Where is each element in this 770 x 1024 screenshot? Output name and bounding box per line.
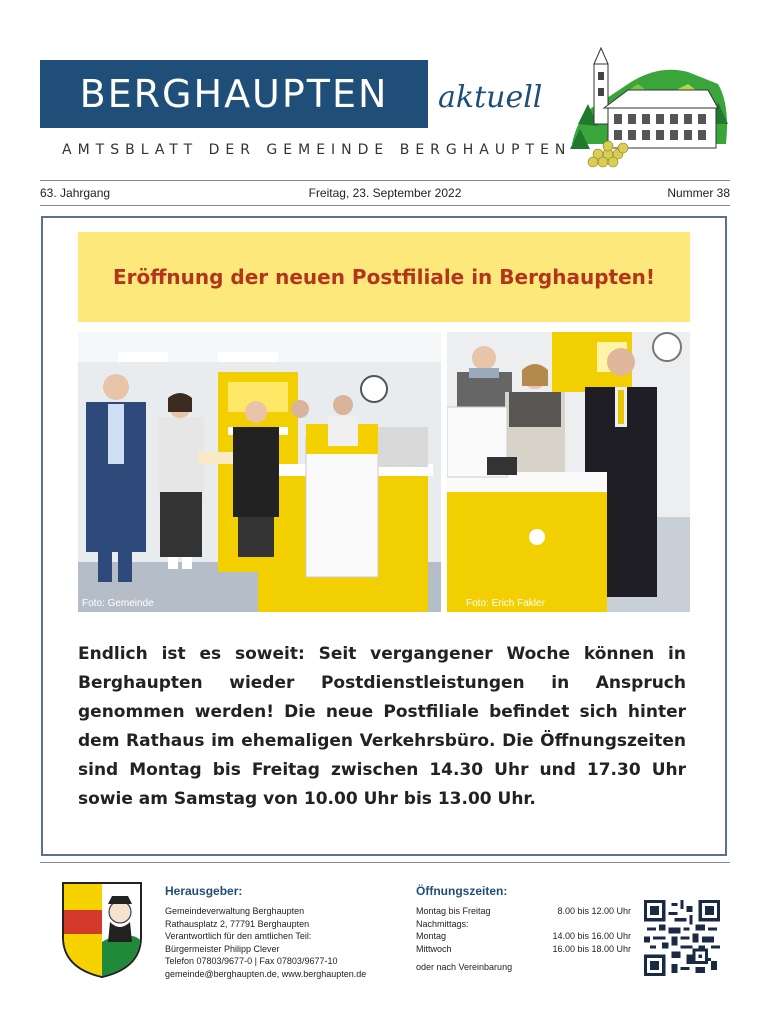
publisher-phone: Telefon 07803/9677-0 | Fax 07803/9677-10	[165, 956, 338, 966]
publisher-heading: Herausgeber:	[165, 884, 243, 898]
issue-date: Freitag, 23. September 2022	[308, 186, 462, 200]
publisher-line: Rathausplatz 2, 77791 Berghaupten	[165, 918, 310, 929]
hours-day: Montag	[416, 931, 447, 941]
headline-box	[78, 232, 690, 322]
hours-day: Mittwoch	[416, 943, 452, 954]
issue-number: Nummer 38	[667, 186, 730, 200]
opening-hours-block	[416, 883, 631, 955]
masthead-subtitle: AMTSBLATT DER GEMEINDE BERGHAUPTEN	[62, 142, 572, 158]
qr-code-icon[interactable]	[644, 900, 720, 976]
masthead-title: BERGHAUPTEN	[40, 60, 428, 128]
photo-post-office-counter	[447, 332, 690, 612]
publisher-line: Gemeindeverwaltung Berghaupten	[165, 906, 305, 916]
hours-day: Nachmittags:	[416, 918, 469, 929]
photo-credit-left: Foto: Gemeinde	[82, 598, 154, 609]
photo-credit-right: Foto: Erich Fakler	[466, 598, 545, 609]
issue-volume: 63. Jahrgang	[40, 186, 111, 200]
masthead-aktuell: aktuell	[438, 80, 543, 115]
hours-row	[416, 943, 631, 956]
article-body: Endlich ist es soweit: Seit vergangener Woche können in Berghaupten wieder Postdienstleistungen in Anspruch genommen werden! Die neue Postfiliale befindet sich hinter dem Rathaus im ehemaligen Verkehrsbüro. Die Öffnungszeiten sind Montag bis Freitag zwischen 14.30 Uhr und 17.30 Uhr sowie am Samstag von 10.00 Uhr bis 13.00 Uhr.	[78, 644, 686, 809]
hours-time: 14.00 bis 16.00 Uhr	[552, 931, 631, 941]
opening-hours-heading: Öffnungszeiten:	[416, 884, 508, 898]
issue-bar	[40, 180, 730, 206]
publisher-contact-link[interactable]: gemeinde@berghaupten.de, www.berghaupten.de	[165, 968, 367, 979]
hours-time: 8.00 bis 12.00 Uhr	[557, 906, 631, 916]
publisher-block	[165, 883, 395, 980]
photo-post-office-group	[78, 332, 441, 612]
hours-time: 16.00 bis 18.00 Uhr	[552, 943, 631, 954]
publisher-line: Bürgermeister Philipp Clever	[165, 943, 280, 954]
footer-rule	[40, 862, 730, 863]
hours-row	[416, 918, 631, 931]
hours-row	[416, 905, 631, 918]
publisher-line: Verantwortlich für den amtlichen Teil:	[165, 931, 312, 941]
town-hall-illustration	[568, 44, 730, 170]
article-headline: Eröffnung der neuen Postfiliale in Berghaupten!	[112, 265, 656, 289]
hours-row	[416, 930, 631, 943]
hours-note: oder nach Vereinbarung	[416, 962, 513, 972]
hours-day: Montag bis Freitag	[416, 906, 491, 916]
coat-of-arms-icon	[62, 882, 142, 978]
